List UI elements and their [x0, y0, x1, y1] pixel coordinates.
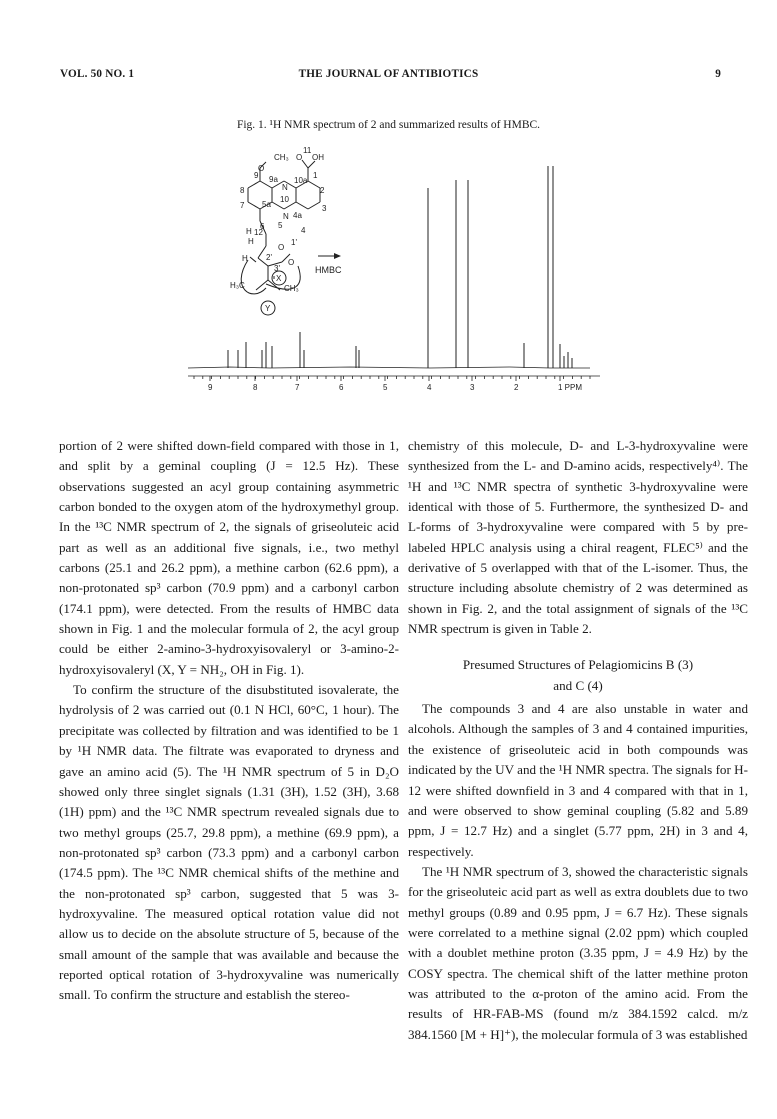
atom-label: N [282, 183, 288, 192]
left-column [59, 436, 399, 1006]
atom-label: 4 [301, 226, 306, 235]
atom-label: O [258, 164, 265, 173]
paragraph: portion of 2 were shifted down-field compared with those in 1, and split by a geminal coupling (J = 12.5 Hz). These observations suggested an acyl group containing asymmetric carbon bonded to the oxygen atom of the hydroxymethyl group. In the ¹³C NMR spectrum of 2, the signals of griseoluteic acid part as well as an additional five signals, i.e., two methyl carbons (25.1 and 26.2 ppm), a methine carbon (62.6 ppm), a non-protonated sp³ carbon (70.9 ppm) and a carbonyl carbon (174.1 ppm), were detected. From the results of HMBC data shown in Fig. 1 and the molecular formula of 2, the acyl group could be either 2-amino-3-hydroxyisovaleryl or 3-amino-2-hydroxyisovaleryl (X, Y = NH₂, OH in Fig. 1). [59, 438, 399, 677]
atom-label: 2 [320, 186, 325, 195]
atom-label: N [283, 212, 289, 221]
ppm-tick-labels [208, 383, 582, 392]
atom-label: 11 [303, 146, 312, 155]
atom-label: 1 [313, 171, 318, 180]
paragraph: The ¹H NMR spectrum of 3, showed the characteristic signals for the griseoluteic acid part as well as extra doublets due to two methyl groups (0.89 and 0.95 ppm, J = 6.7 Hz). These signals were correlated to a methine signal (2.02 ppm) which coupled with a doublet methine proton (3.35 ppm, J = 4.9 Hz) by the COSY spectra. The chemical shift of the latter methine proton was attributed to the α-proton of the amino acid. From the results of HR-FAB-MS (found m/z 384.1592 calcd. m/z 384.1560 [M + H]⁺), the molecular formula of 3 was established [408, 863, 748, 1042]
atom-label: CH₃ [274, 153, 289, 162]
ppm-axis [188, 376, 600, 381]
atom-label: CH₃ [284, 284, 299, 293]
atom-label: O [288, 258, 295, 267]
page-number: 9 [715, 68, 721, 80]
atom-label: 5a [262, 200, 271, 209]
ppm-tick-label: 5 [383, 383, 388, 392]
atom-label: 9a [269, 175, 278, 184]
atom-label: 10 [280, 195, 289, 204]
atom-label: H [242, 254, 248, 263]
hmbc-legend [315, 253, 342, 275]
atom-label: 7 [240, 201, 245, 210]
journal-title: THE JOURNAL OF ANTIBIOTICS [298, 68, 479, 80]
atom-label: 3 [322, 204, 327, 213]
ppm-tick-label: 3 [470, 383, 475, 392]
paragraph: chemistry of this molecule, D- and L-3-hydroxyvaline were synthesized from the L- and D-amino acids, respectively⁴⁾. The ¹H and ¹³C NMR spectra of synthetic 3-hydroxyvaline were identical with those of 5. Furthermore, the synthesized D- and L-forms of 3-hydroxyvaline were compared with 5 by pre-labeled HPLC analysis using a chiral reagent, FLEC⁵⁾ and the derivative of 5 overlapped with that of the L-isomer. Thus, the structure including absolute chemistry of 2 was determined as shown in Fig. 2, and the total assignment of signals of the ¹³C NMR spectrum is given in Table 2. [408, 438, 748, 637]
atom-label: O [278, 243, 285, 252]
nmr-spectrum-figure [170, 138, 610, 398]
ppm-tick-label: 1 PPM [558, 383, 583, 392]
atom-label: H [246, 227, 252, 236]
paragraph: To confirm the structure of the disubstituted isovalerate, the hydrolysis of 2 was carried out (0.1 N HCl, 60°C, 1 hour). The precipitate was collected by filtration and was identified to be 1 by ¹H NMR data. The filtrate was evaporated to dryness and gave an amino acid (5). The ¹H NMR spectrum of 5 in D₂O showed only three singlet signals (1.31 (3H), 1.52 (3H), 3.68 (1H) ppm) and the ¹³C NMR spectrum revealed signals due to two methyl groups (25.7, 29.8 ppm), a methine (69.9 ppm), a non-protonated sp³ carbon (73.3 ppm) and a carbonyl carbon (174.5 ppm). The ¹³C NMR chemical shifts of the methine and the non-protonated sp³ carbon, suggested that 5 was 3-hydroxyvaline. The measured optical rotation value did not allow us to decide on the absolute structure of 5, because of the small amount of the sample that was available and because the reported optical rotation of 3-hydroxyvaline was numerically small. To confirm the structure and establish the stereo- [59, 682, 399, 1003]
paragraph: The compounds 3 and 4 are also unstable in water and alcohols. Although the samples of 3 and 4 contained impurities, the existence of griseoluteic acid in both compounds was indicated by the UV and the ¹H NMR spectra. The signals for H-12 were shifted downfield in 3 and 4 compared with that in 1, and were observed to show geminal coupling (5.82 and 5.89 ppm, J = 12.7 Hz) and a singlet (5.77 ppm, 2H) in 3 and 4, respectively. [408, 701, 748, 859]
ppm-tick-label: 2 [514, 383, 519, 392]
baseline [188, 367, 590, 368]
running-header [0, 68, 777, 84]
atom-label: 6 [260, 222, 265, 231]
atom-label: 2' [266, 253, 272, 262]
atom-label: OH [312, 153, 324, 162]
section-heading [408, 655, 748, 696]
atom-label: 10a [294, 176, 308, 185]
ppm-tick-label: 6 [339, 383, 344, 392]
atom-label: X [276, 274, 282, 283]
section-heading-line: Presumed Structures of Pelagiomicins B (3) [462, 657, 694, 673]
atom-label: 1' [291, 238, 297, 247]
atom-label: 12 [254, 228, 263, 237]
atom-label: H [248, 237, 254, 246]
right-column [408, 436, 748, 1045]
section-heading-line: and C (4) [553, 677, 603, 693]
atom-label: H₃C [230, 281, 245, 290]
figure-caption: Fig. 1. ¹H NMR spectrum of 2 and summarized results of HMBC. [236, 119, 541, 131]
atom-label: 3' [274, 264, 280, 273]
ppm-tick-label: 7 [295, 383, 300, 392]
arrow-icon [334, 253, 341, 259]
atom-label: 9 [254, 171, 259, 180]
atom-label: O [296, 153, 303, 162]
atom-label: 5 [278, 221, 283, 230]
hmbc-label: HMBC [315, 265, 342, 275]
ppm-tick-label: 9 [208, 383, 213, 392]
atom-label: 8 [240, 186, 245, 195]
volume-number: VOL. 50 NO. 1 [60, 68, 135, 80]
atom-label: 4a [293, 211, 302, 220]
ppm-tick-label: 4 [427, 383, 432, 392]
ppm-tick-label: 8 [253, 383, 258, 392]
atom-label: Y [265, 304, 271, 313]
